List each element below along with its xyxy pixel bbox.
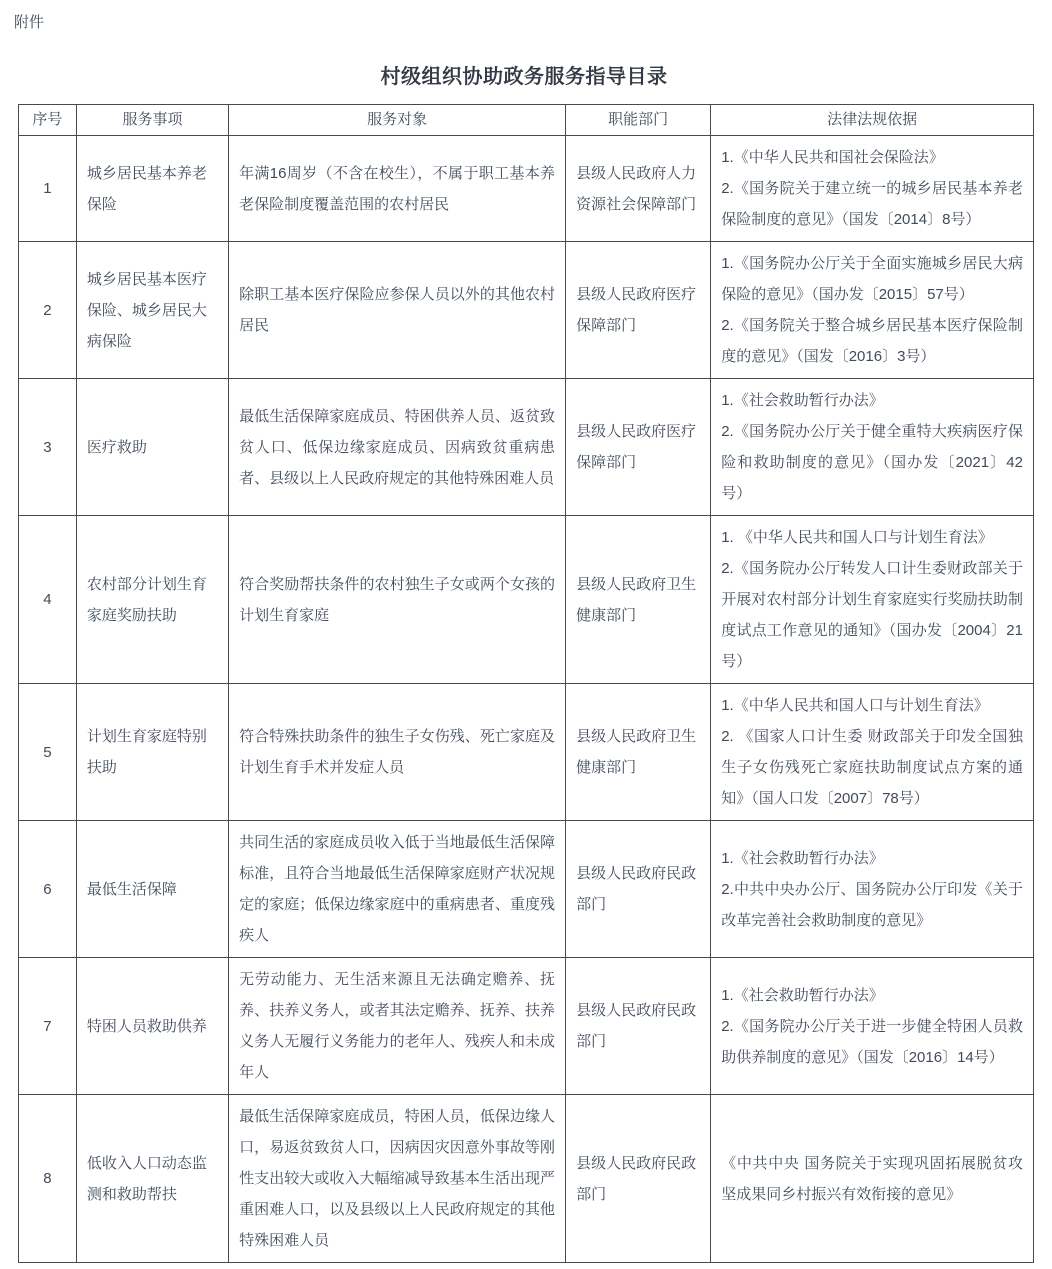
cell-service-item: 医疗救助 — [76, 379, 228, 516]
cell-department: 县级人民政府卫生健康部门 — [566, 516, 711, 684]
legal-basis-line: 2.中共中央办公厅、国务院办公厅印发《关于改革完善社会救助制度的意见》 — [721, 880, 1023, 929]
cell-legal-basis — [711, 136, 1034, 242]
legal-basis-line: 2.《国务院关于建立统一的城乡居民基本养老保险制度的意见》（国发〔2014〕8号） — [721, 180, 1023, 228]
cell-service-target: 最低生活保障家庭成员，特困人员，低保边缘人口，易返贫致贫人口，因病因灾因意外事故等刚性支出较大或收入大幅缩减导致基本生活出现严重困难人口，以及县级以上人民政府规定的其他特殊困难人员 — [229, 1095, 566, 1263]
column-header: 序号 — [19, 105, 77, 136]
legal-basis-line: 1. 《中华人民共和国人口与计划生育法》 — [721, 529, 993, 546]
table-row — [19, 516, 1034, 684]
legal-basis-line: 1.《国务院办公厅关于全面实施城乡居民大病保险的意见》（国办发〔2015〕57号） — [721, 255, 1023, 303]
cell-department: 县级人民政府医疗保障部门 — [566, 242, 711, 379]
cell-service-item: 低收入人口动态监测和救助帮扶 — [76, 1095, 228, 1263]
cell-legal-basis — [711, 684, 1034, 821]
table-row — [19, 242, 1034, 379]
cell-service-item: 城乡居民基本养老保险 — [76, 136, 228, 242]
cell-legal-basis — [711, 379, 1034, 516]
column-header: 法律法规依据 — [711, 105, 1034, 136]
column-header: 服务事项 — [76, 105, 228, 136]
cell-service-target: 除职工基本医疗保险应参保人员以外的其他农村居民 — [229, 242, 566, 379]
legal-basis-line: 《中共中央 国务院关于实现巩固拓展脱贫攻坚成果同乡村振兴有效衔接的意见》 — [721, 1154, 1023, 1203]
table-header-row — [19, 105, 1034, 136]
table-row — [19, 821, 1034, 958]
table-body — [19, 136, 1034, 1263]
cell-legal-basis — [711, 958, 1034, 1095]
cell-legal-basis — [711, 821, 1034, 958]
cell-service-target: 符合奖励帮扶条件的农村独生子女或两个女孩的计划生育家庭 — [229, 516, 566, 684]
legal-basis-line: 1.《中华人民共和国人口与计划生育法》 — [721, 697, 989, 714]
cell-service-target: 无劳动能力、无生活来源且无法确定赡养、抚养、扶养义务人，或者其法定赡养、抚养、扶养义务人无履行义务能力的老年人、残疾人和未成年人 — [229, 958, 566, 1095]
legal-basis-line: 2.《国务院办公厅转发人口计生委财政部关于开展对农村部分计划生育家庭实行奖励扶助制度试点工作意见的通知》（国办发〔2004〕21号） — [721, 560, 1023, 670]
column-header: 职能部门 — [566, 105, 711, 136]
cell-department: 县级人民政府卫生健康部门 — [566, 684, 711, 821]
cell-service-item: 计划生育家庭特别扶助 — [76, 684, 228, 821]
cell-service-item: 最低生活保障 — [76, 821, 228, 958]
table-row — [19, 684, 1034, 821]
cell-index: 4 — [19, 516, 77, 684]
cell-index: 5 — [19, 684, 77, 821]
service-directory-table — [18, 104, 1034, 1263]
cell-department: 县级人民政府医疗保障部门 — [566, 379, 711, 516]
cell-department: 县级人民政府民政部门 — [566, 1095, 711, 1263]
cell-service-target: 符合特殊扶助条件的独生子女伤残、死亡家庭及计划生育手术并发症人员 — [229, 684, 566, 821]
cell-legal-basis — [711, 516, 1034, 684]
cell-service-target: 共同生活的家庭成员收入低于当地最低生活保障标准，且符合当地最低生活保障家庭财产状况规定的家庭；低保边缘家庭中的重病患者、重度残疾人 — [229, 821, 566, 958]
cell-legal-basis — [711, 1095, 1034, 1263]
cell-index: 2 — [19, 242, 77, 379]
cell-index: 7 — [19, 958, 77, 1095]
legal-basis-line: 1.《中华人民共和国社会保险法》 — [721, 149, 944, 166]
attachment-label: 附件 — [14, 14, 45, 31]
cell-index: 1 — [19, 136, 77, 242]
table-row — [19, 379, 1034, 516]
table-row — [19, 958, 1034, 1095]
cell-service-item: 农村部分计划生育家庭奖励扶助 — [76, 516, 228, 684]
cell-service-item: 城乡居民基本医疗保险、城乡居民大病保险 — [76, 242, 228, 379]
cell-index: 8 — [19, 1095, 77, 1263]
legal-basis-line: 2.《国务院办公厅关于进一步健全特困人员救助供养制度的意见》（国发〔2016〕14号） — [721, 1017, 1023, 1066]
cell-legal-basis — [711, 242, 1034, 379]
legal-basis-line: 1.《社会救助暂行办法》 — [721, 986, 884, 1004]
table-row — [19, 1095, 1034, 1263]
legal-basis-line: 2. 《国家人口计生委 财政部关于印发全国独生子女伤残死亡家庭扶助制度试点方案的通知》（国人口发〔2007〕78号） — [721, 728, 1023, 807]
table-row — [19, 136, 1034, 242]
column-header: 服务对象 — [229, 105, 566, 136]
cell-service-target: 最低生活保障家庭成员、特困供养人员、返贫致贫人口、低保边缘家庭成员、因病致贫重病患者、县级以上人民政府规定的其他特殊困难人员 — [229, 379, 566, 516]
legal-basis-line: 2.《国务院关于整合城乡居民基本医疗保险制度的意见》（国发〔2016〕3号） — [721, 317, 1023, 365]
cell-department: 县级人民政府民政部门 — [566, 958, 711, 1095]
cell-index: 3 — [19, 379, 77, 516]
cell-service-item: 特困人员救助供养 — [76, 958, 228, 1095]
page-title: 村级组织协助政务服务指导目录 — [380, 66, 668, 88]
cell-department: 县级人民政府人力资源社会保障部门 — [566, 136, 711, 242]
legal-basis-line: 1.《社会救助暂行办法》 — [721, 849, 884, 867]
legal-basis-line: 2.《国务院办公厅关于健全重特大疾病医疗保险和救助制度的意见》（国办发〔2021〕42号） — [721, 423, 1023, 502]
cell-index: 6 — [19, 821, 77, 958]
legal-basis-line: 1.《社会救助暂行办法》 — [721, 392, 884, 409]
cell-department: 县级人民政府民政部门 — [566, 821, 711, 958]
cell-service-target: 年满16周岁（不含在校生），不属于职工基本养老保险制度覆盖范围的农村居民 — [229, 136, 566, 242]
